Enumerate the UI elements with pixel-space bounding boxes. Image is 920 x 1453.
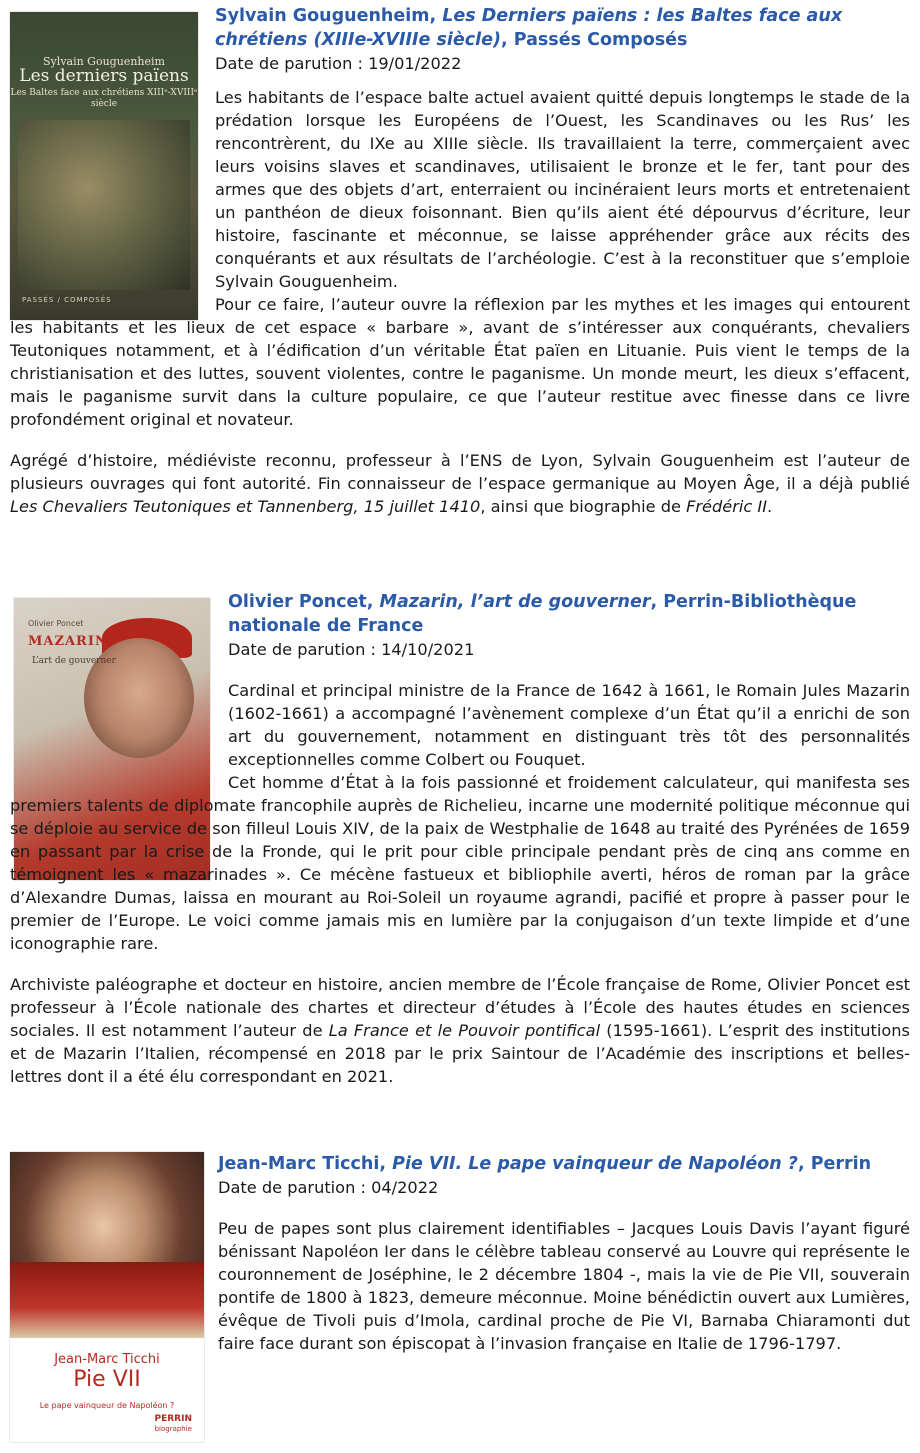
cover-subtitle: L’art de gouverner xyxy=(32,656,116,666)
cover-subtitle: Le pape vainqueur de Napoléon ? xyxy=(39,1401,175,1410)
cover-author: Sylvain Gouguenheim xyxy=(43,55,165,68)
description-paragraph: Cardinal et principal ministre de la France de 1642 à 1661, le Romain Jules Mazarin (1602-1661) a accompagné l’avènement complexe d’un État qu’il a enrichi de son art du gouvernement, notamment en distinguant très tôt des personnalités exceptionnelles comme Colbert ou Fouquet. xyxy=(228,681,910,769)
author-bio: Archiviste paléographe et docteur en histoire, ancien membre de l’École française de Rome, Olivier Poncet est professeur à l’École nationale des chartes et directeur d’études à l’École des hautes études en sciences sociales. Il est notamment l’auteur de La France et le Pouvoir pontifical (1595-1661). L’esprit des institutions et de Mazarin l’Italien, récompensé en 2018 par le prix Saintour de l’Académie des inscriptions et belles-lettres dont il a été élu correspondant en 2021. xyxy=(10,975,910,1086)
entry-heading: Jean-Marc Ticchi, Pie VII. Le pape vainqueur de Napoléon ?, Perrin xyxy=(218,1154,872,1174)
book-entry-3 xyxy=(0,1152,920,1355)
description-paragraph: Pour ce faire, l’auteur ouvre la réflexion par les mythes et les images qui entourent les habitants et les lieux de cet espace « barbare », avant de s’intéresser aux conquérants, chevaliers Teutoniques notamment, et à l’édification d’un véritable État païen en Lituanie. Puis vient le temps de la christianisation et des luttes, souvent violentes, contre le paganisme. Un monde meurt, les dieux s’effacent, mais le paganisme survit dans la culture populaire, ce que l’auteur restitue avec finesse dans ce livre profondément original et novateur. xyxy=(10,295,910,429)
cover-publisher: PASSÉS / COMPOSÉS xyxy=(22,296,112,304)
description-paragraph: Peu de papes sont plus clairement identifiables – Jacques Louis Davis l’ayant figuré bénissant Napoléon Ier dans le célèbre tableau conservé au Louvre qui représente le couronnement de Joséphine, le 2 décembre 1804 -, mais la vie de Pie VII, souverain pontife de 1800 à 1823, demeure méconnue. Moine bénédictin ouvert aux Lumières, évêque de Tivoli puis d’Imola, cardinal proche de Pie VI, Barnaba Chiaramonti dut faire face durant son épiscopat à l’invasion française en Italie de 1796-1797. xyxy=(218,1219,910,1353)
book-entry-2 xyxy=(0,590,920,1088)
cover-title: MAZARIN xyxy=(28,634,108,649)
cover-publisher: PERRIN biographie xyxy=(154,1414,192,1433)
description-paragraph: Cet homme d’État à la fois passionné et froidement calculateur, qui manifesta ses premiers talents de diplomate francophile auprès de Richelieu, incarne une modernité politique méconnue qui se déploie au service de son filleul Louis XIV, de la paix de Westphalie de 1648 au traité des Pyrénées de 1659 en passant par la crise de la Fronde, qui le prit pour cible principale pendant près de cinq ans comme en témoignent les « mazarinades ». Ce mécène fastueux et bibliophile averti, héros de roman par la grâce d’Alexandre Dumas, laissa en mourant au Roi-Soleil un royaume agrandi, pacifié et propre à passer pour le premier de l’Europe. Le voici comme jamais mis en lumière par la conjugaison d’un texte limpide et d’une iconographie rare. xyxy=(10,773,910,953)
author-bio: Agrégé d’histoire, médiéviste reconnu, professeur à l’ENS de Lyon, Sylvain Gouguenheim est l’auteur de plusieurs ouvrages qui font autorité. Fin connaisseur de l’espace germanique au Moyen Âge, il a déjà publié Les Chevaliers Teutoniques et Tannenberg, 15 juillet 1410, ainsi que biographie de Frédéric II. xyxy=(10,451,910,516)
entry-heading: Sylvain Gouguenheim, Les Derniers païens : les Baltes face aux chrétiens (XIIIe-XVIIIe siècle), Passés Composés xyxy=(215,6,843,50)
cover-subtitle: Les Baltes face aux chrétiens XIIIᵉ-XVIIIᵉ siècle xyxy=(10,88,198,109)
publication-date: Date de parution : 19/01/2022 xyxy=(215,54,462,73)
cover-title: Pie VII xyxy=(73,1367,141,1392)
publication-date: Date de parution : 14/10/2021 xyxy=(228,640,475,659)
cover-author: Jean-Marc Ticchi xyxy=(54,1352,160,1367)
entry-heading: Olivier Poncet, Mazarin, l’art de gouverner, Perrin-Bibliothèque nationale de France xyxy=(228,592,857,636)
description-paragraph: Les habitants de l’espace balte actuel avaient quitté depuis longtemps le stade de la prédation lorsque les Européens de l’Ouest, les Scandinaves ou les Rus’ les rencontrèrent, du IXe au XIIIe siècle. Ils travaillaient la terre, commerçaient avec leurs voisins slaves et scandinaves, utilisaient le bronze et le fer, tant pour des armes que des objets d’art, enterraient ou incinéraient leurs morts et entretenaient un panthéon de dieux foisonnant. Bien qu’ils aient été dépourvus d’écriture, leur histoire, fascinante et méconnue, se laisse appréhender grâce aux récits des conquérants et aux résultats de l’archéologie. C’est à la reconstituer que s’emploie Sylvain Gouguenheim. xyxy=(215,88,910,291)
publication-date: Date de parution : 04/2022 xyxy=(218,1178,439,1197)
cover-title: Les derniers païens xyxy=(19,66,189,86)
cover-author: Olivier Poncet xyxy=(28,619,84,628)
book-entry-1 xyxy=(0,4,920,518)
